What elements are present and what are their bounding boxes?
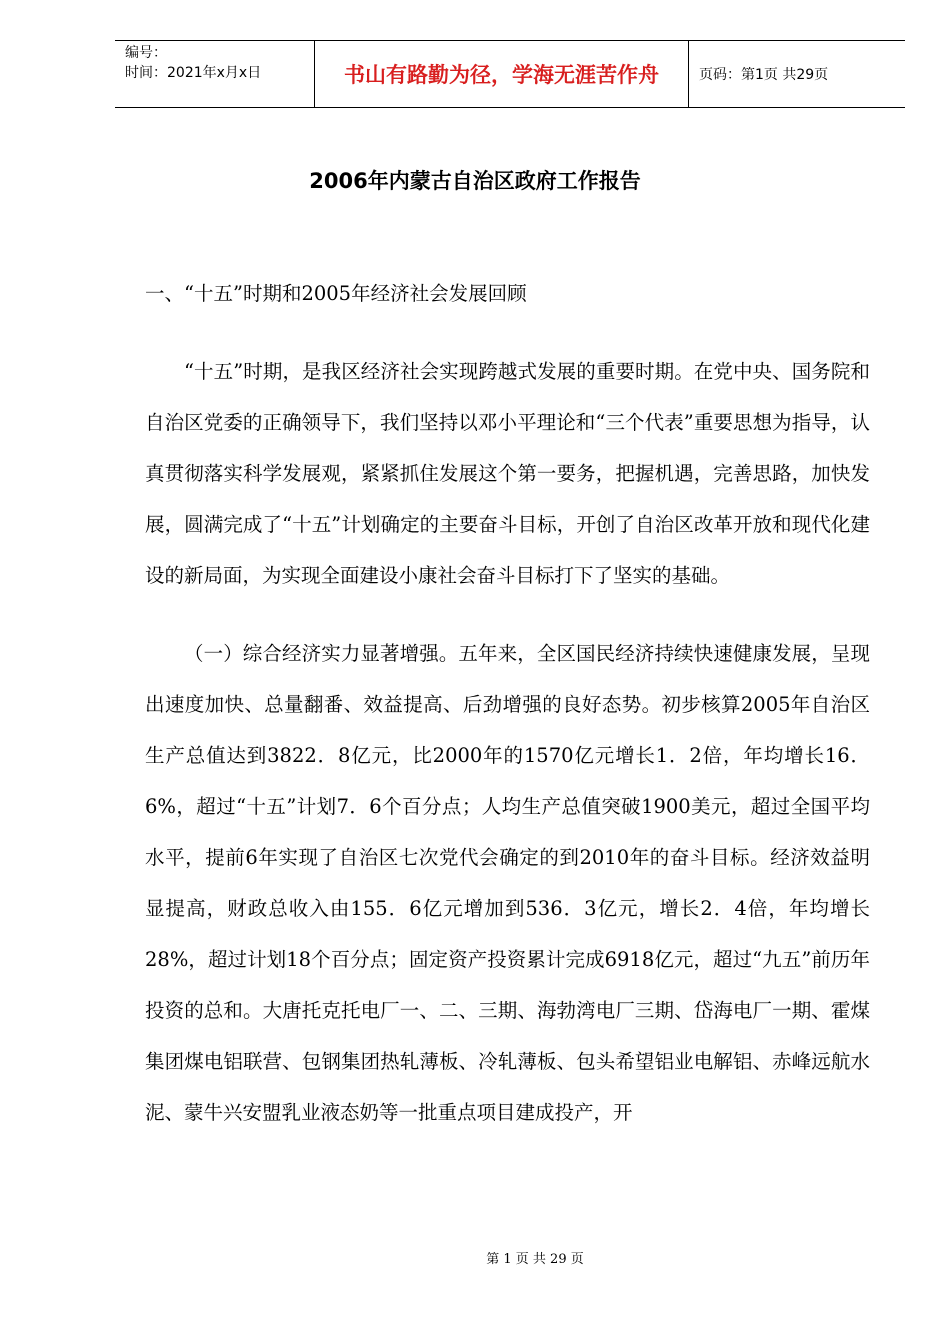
header-meta [115, 41, 315, 107]
serial-label: 编号： [125, 45, 167, 61]
document-body [145, 268, 870, 1165]
time-label: 时间：2021年x月x日 [125, 65, 262, 81]
page-header [115, 40, 905, 108]
header-page-info: 页码：第1页 共29页 [699, 67, 829, 83]
document-title: 2006年内蒙古自治区政府工作报告 [309, 169, 641, 193]
body-paragraph: “十五”时期，是我区经济社会实现跨越式发展的重要时期。在党中央、国务院和自治区党委的正确领导下，我们坚持以邓小平理论和“三个代表”重要思想为指导，认真贯彻落实科学发展观，紧紧抓住发展这个第一要务，把握机遇，完善思路，加快发展，圆满完成了“十五”计划确定的主要奋斗目标，开创了自治区改革开放和现代化建设的新局面，为实现全面建设小康社会奋斗目标打下了坚实的基础。 [145, 360, 870, 587]
section-heading: 一、“十五”时期和2005年经济社会发展回顾 [145, 282, 527, 305]
header-motto: 书山有路勤为径，学海无涯苦作舟 [315, 41, 689, 107]
body-paragraph: （一）综合经济实力显著增强。五年来，全区国民经济持续快速健康发展，呈现出速度加快、总量翻番、效益提高、后劲增强的良好态势。初步核算2005年自治区生产总值达到3822．8亿元，比2000年的1570亿元增长1．2倍，年均增长16．6%，超过“十五”计划7．6个百分点；人均生产总值突破1900美元，超过全国平均水平，提前6年实现了自治区七次党代会确定的到2010年的奋斗目标。经济效益明显提高，财政总收入由155．6亿元增加到536．3亿元，增长2．4倍，年均增长28%，超过计划18个百分点；固定资产投资累计完成6918亿元，超过“九五”前历年投资的总和。大唐托克托电厂一、二、三期、海勃湾电厂三期、岱海电厂一期、霍煤集团煤电铝联营、包钢集团热轧薄板、冷轧薄板、包头希望铝业电解铝、赤峰远航水泥、蒙牛兴安盟乳业液态奶等一批重点项目建成投产，开 [145, 642, 870, 1124]
page-footer: 第 1 页 共 29 页 [486, 1252, 584, 1267]
